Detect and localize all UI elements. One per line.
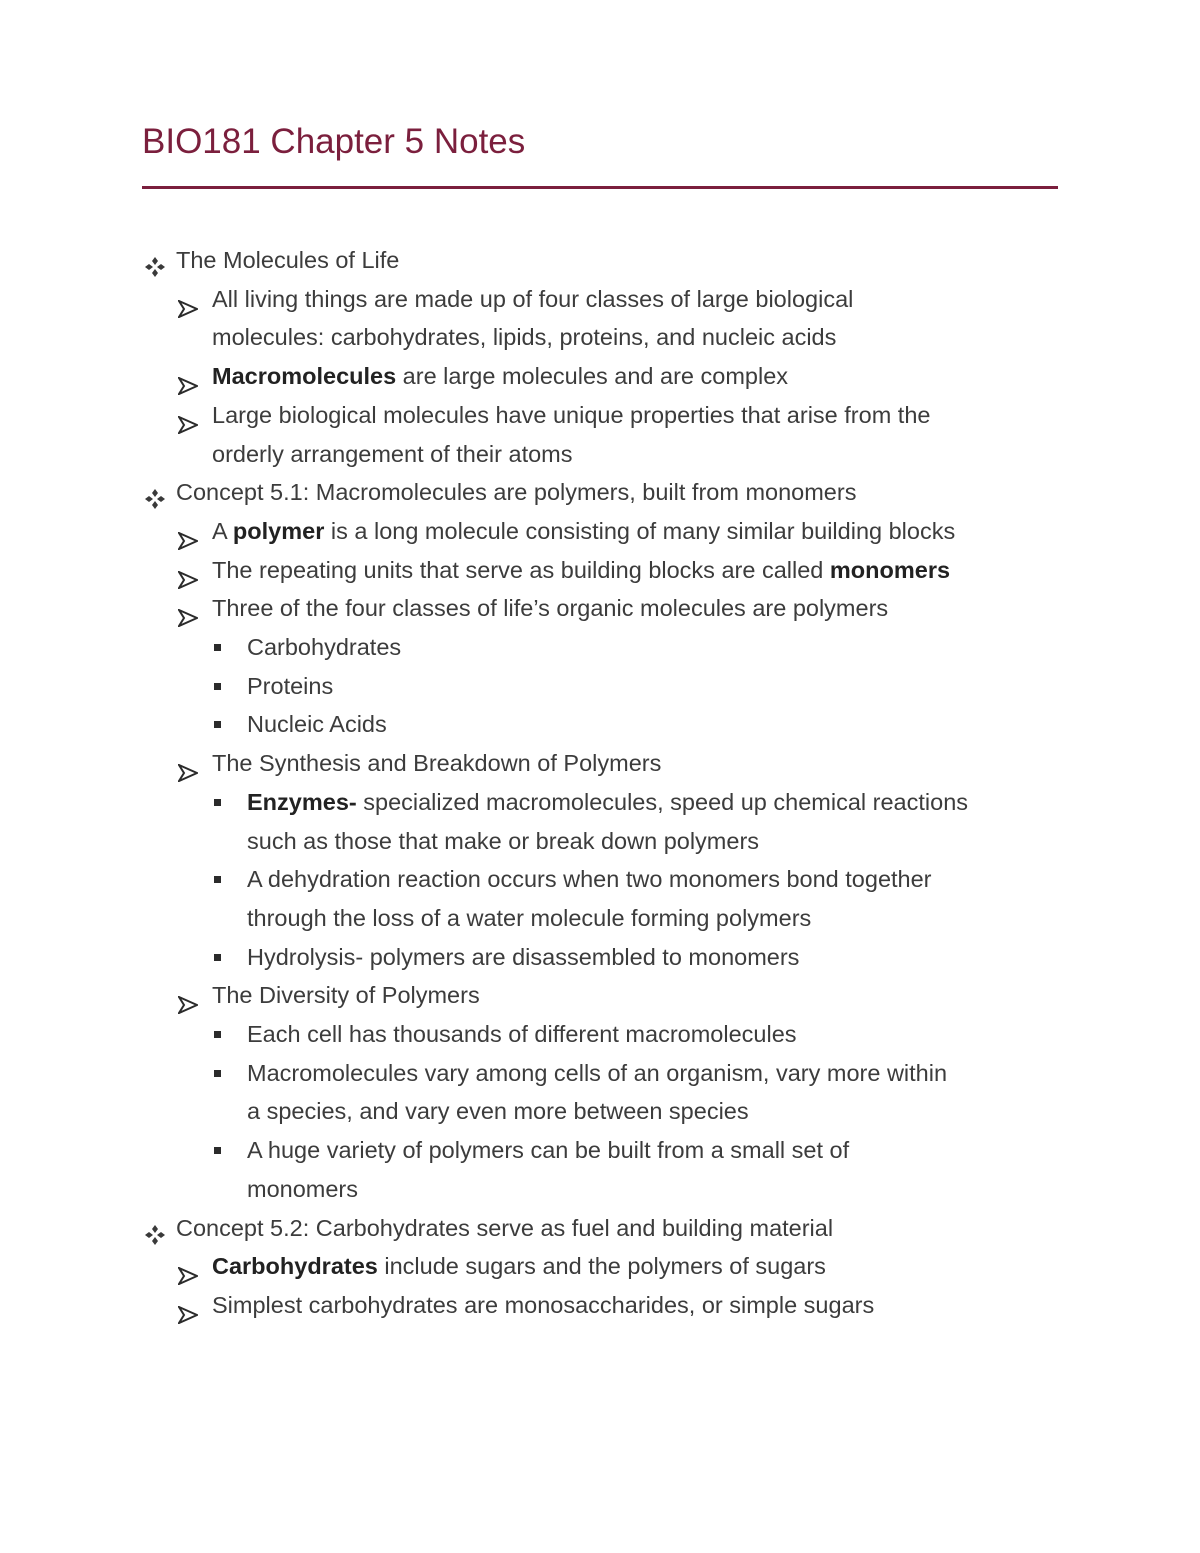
square-bullet-icon xyxy=(214,644,221,651)
text-run: include sugars and the polymers of sugars xyxy=(377,1253,826,1280)
outline-item-level-2 xyxy=(142,1247,1072,1286)
text-run: Proteins xyxy=(247,672,334,699)
text-run: Nucleic Acids xyxy=(247,711,387,738)
text-run: A xyxy=(212,517,233,544)
title-divider xyxy=(142,186,1058,189)
bold-term: monomers xyxy=(829,556,951,583)
page-title: BIO181 Chapter 5 Notes xyxy=(142,122,526,161)
text-run: A huge variety of polymers can be built from a small set of xyxy=(247,1137,850,1164)
text-run: Each cell has thousands of different macromolecules xyxy=(247,1021,797,1048)
bold-term: Carbohydrates xyxy=(212,1253,378,1280)
square-bullet-icon xyxy=(214,1070,221,1077)
outline-item-level-2 xyxy=(142,280,1072,319)
outline-line-continuation xyxy=(142,435,1072,474)
outline-line-continuation xyxy=(142,1170,1072,1209)
text-run: monomers xyxy=(247,1175,359,1202)
outline-item-level-2 xyxy=(142,589,1072,628)
text-run: Simplest carbohydrates are monosaccharides, or simple sugars xyxy=(212,1291,875,1318)
outline-line-continuation xyxy=(142,822,1072,861)
text-run: Large biological molecules have unique properties that arise from the xyxy=(212,401,931,428)
bold-term: Macromolecules xyxy=(212,363,397,390)
text-run: The repeating units that serve as building blocks are called xyxy=(212,556,830,583)
outline-item-level-1 xyxy=(142,1209,1072,1248)
text-run: Concept 5.1: Macromolecules are polymers, built from monomers xyxy=(176,479,857,506)
outline-item-level-3 xyxy=(142,705,1072,744)
notes-list xyxy=(142,241,1072,1325)
text-run: Carbohydrates xyxy=(247,634,402,661)
outline-item-level-2 xyxy=(142,1286,1072,1325)
text-run: specialized macromolecules, speed up chemical reactions xyxy=(356,788,969,815)
text-run: The Molecules of Life xyxy=(176,247,400,273)
text-run: Three of the four classes of life’s organic molecules are polymers xyxy=(212,595,889,622)
text-run: Concept 5.2: Carbohydrates serve as fuel and building material xyxy=(176,1214,834,1241)
text-run: is a long molecule consisting of many similar building blocks xyxy=(324,517,956,544)
square-bullet-icon xyxy=(214,1147,221,1154)
outline-item-level-3 xyxy=(142,1131,1072,1170)
outline-line-continuation xyxy=(142,318,1072,357)
outline-item-level-3 xyxy=(142,667,1072,706)
square-bullet-icon xyxy=(214,683,221,690)
outline-item-level-2 xyxy=(142,551,1072,590)
text-run: All living things are made up of four classes of large biological xyxy=(212,285,854,312)
text-run: Macromolecules vary among cells of an organism, vary more within xyxy=(247,1059,948,1086)
bold-term: polymer xyxy=(232,517,325,544)
text-run: a species, and vary even more between species xyxy=(247,1098,749,1125)
text-run: are large molecules and are complex xyxy=(396,363,789,390)
outline-item-level-3 xyxy=(142,628,1072,667)
square-bullet-icon xyxy=(214,799,221,806)
text-run: A dehydration reaction occurs when two monomers bond together xyxy=(247,866,932,893)
text-run: The Diversity of Polymers xyxy=(212,982,480,1009)
text-run: molecules: carbohydrates, lipids, proteins, and nucleic acids xyxy=(212,324,837,351)
outline-item-level-3 xyxy=(142,783,1072,822)
outline-item-level-3 xyxy=(142,938,1072,977)
outline-item-level-1 xyxy=(142,241,1072,280)
bold-term: Enzymes- xyxy=(247,788,357,815)
text-run: orderly arrangement of their atoms xyxy=(212,440,573,467)
text-run: Hydrolysis- polymers are disassembled to monomers xyxy=(247,943,800,970)
outline-item-level-3 xyxy=(142,860,1072,899)
outline-line-continuation xyxy=(142,1092,1072,1131)
outline-line-continuation xyxy=(142,899,1072,938)
outline-item-level-2 xyxy=(142,357,1072,396)
outline-item-level-3 xyxy=(142,1054,1072,1093)
outline-item-level-2 xyxy=(142,744,1072,783)
outline-item-level-2 xyxy=(142,512,1072,551)
square-bullet-icon xyxy=(214,954,221,961)
outline-item-level-2 xyxy=(142,976,1072,1015)
text-run: through the loss of a water molecule forming polymers xyxy=(247,904,812,931)
outline-item-level-1 xyxy=(142,473,1072,512)
outline-item-level-2 xyxy=(142,396,1072,435)
text-run: such as those that make or break down polymers xyxy=(247,827,760,854)
square-bullet-icon xyxy=(214,876,221,883)
text-run: The Synthesis and Breakdown of Polymers xyxy=(212,750,662,777)
square-bullet-icon xyxy=(214,721,221,728)
arrow-bullet-icon xyxy=(178,1297,198,1336)
outline-item-level-3 xyxy=(142,1015,1072,1054)
square-bullet-icon xyxy=(214,1031,221,1038)
